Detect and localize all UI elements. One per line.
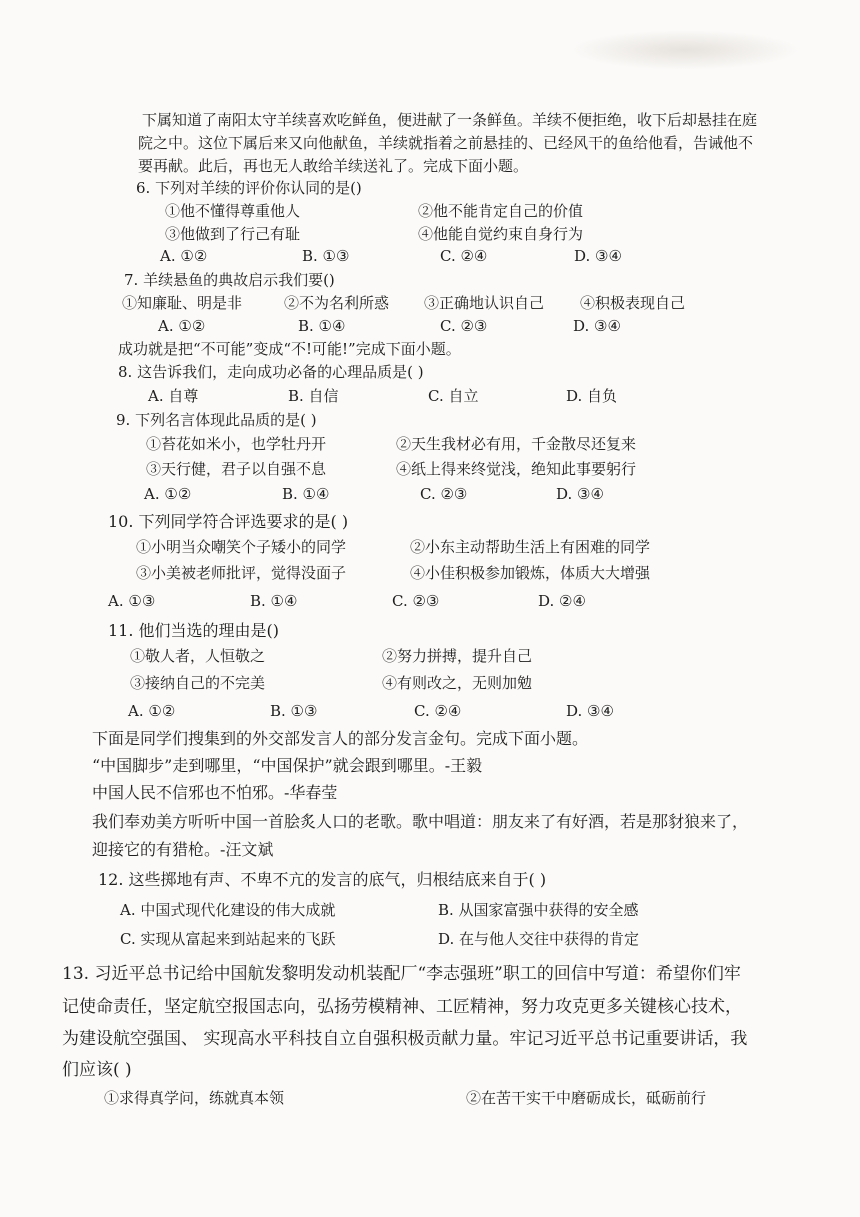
q13-line-2: 记使命责任，坚定航空报国志向，弘扬劳模精神、工匠精神，努力攻克更多关键核心技术， <box>62 997 742 1017</box>
q10-statement-3: ③小美被老师批评，觉得没面子 <box>136 564 347 582</box>
q7-statement-2: ②不为名利所惑 <box>284 294 390 312</box>
q9-option-a: A. ①② <box>144 485 192 503</box>
q12-stem: 12. 这些掷地有声、不卑不亢的发言的底气，归根结底来自于( ) <box>98 870 547 889</box>
q9-option-b: B. ①④ <box>282 485 330 503</box>
q10-option-c: C. ②③ <box>392 592 440 610</box>
q6-option-a: A. ①② <box>160 247 208 265</box>
q10-option-a: A. ①③ <box>108 592 156 610</box>
q10-statement-2: ②小东主动帮助生活上有困难的同学 <box>410 538 651 556</box>
q7-option-d: D. ③④ <box>573 317 621 335</box>
q7-option-b: B. ①④ <box>298 317 346 335</box>
q12-option-b: B. 从国家富强中获得的安全感 <box>438 901 639 919</box>
passage-3-line-4: 我们奉劝美方听听中国一首脍炙人口的老歌。歌中唱道：朋友来了有好酒，若是那豺狼来了， <box>92 812 749 831</box>
q6-statement-2: ②他不能肯定自己的价值 <box>418 202 584 220</box>
q11-stem: 11. 他们当选的理由是() <box>108 621 280 640</box>
intro-line-3: 要再献。此后，再也无人敢给羊续送礼了。完成下面小题。 <box>138 157 529 175</box>
passage-3-line-2: “中国脚步”走到哪里，“中国保护”就会跟到哪里。-王毅 <box>92 756 483 775</box>
q6-option-c: C. ②④ <box>440 247 488 265</box>
q12-option-d: D. 在与他人交往中获得的肯定 <box>438 930 640 948</box>
q11-option-d: D. ③④ <box>566 702 614 720</box>
q9-statement-3: ③天行健，君子以自强不息 <box>146 460 327 478</box>
q9-statement-2: ②天生我材必有用，千金散尽还复来 <box>396 435 637 453</box>
q10-stem: 10. 下列同学符合评选要求的是( ) <box>108 512 349 531</box>
q13-statement-1: ①求得真学问，练就真本领 <box>104 1089 285 1107</box>
q8-option-b: B. 自信 <box>288 387 339 405</box>
q10-option-d: D. ②④ <box>538 592 586 610</box>
q11-statement-2: ②努力拼搏，提升自己 <box>382 647 533 665</box>
q12-option-c: C. 实现从富起来到站起来的飞跃 <box>120 930 336 948</box>
q11-statement-4: ④有则改之，无则加勉 <box>382 674 533 692</box>
q8-option-a: A. 自尊 <box>148 387 199 405</box>
q11-option-c: C. ②④ <box>414 702 462 720</box>
q9-option-d: D. ③④ <box>556 485 604 503</box>
q9-option-c: C. ②③ <box>420 485 468 503</box>
q7-option-a: A. ①② <box>158 317 206 335</box>
q11-statement-3: ③接纳自己的不完美 <box>130 674 266 692</box>
q11-option-a: A. ①② <box>128 702 176 720</box>
q6-statement-3: ③他做到了行己有耻 <box>165 225 301 243</box>
q7-option-c: C. ②③ <box>440 317 488 335</box>
q13-line-3: 为建设航空强国、 实现高水平科技自立自强积极贡献力量。牢记习近平总书记重要讲话，我 <box>62 1029 748 1049</box>
passage-2: 成功就是把“不可能”变成“不!可能!”完成下面小题。 <box>118 340 461 358</box>
q10-statement-1: ①小明当众嘲笑个子矮小的同学 <box>136 538 347 556</box>
q6-option-b: B. ①③ <box>302 247 350 265</box>
intro-line-1: 下属知道了南阳太守羊续喜欢吃鲜鱼，便进献了一条鲜鱼。羊续不便拒绝，收下后却悬挂在庭 <box>142 111 758 129</box>
q9-statement-4: ④纸上得来终觉浅，绝知此事要躬行 <box>396 460 637 478</box>
scan-smudge <box>570 30 800 70</box>
q7-statement-1: ①知廉耻、明是非 <box>122 294 243 312</box>
q8-option-d: D. 自负 <box>566 387 618 405</box>
q8-option-c: C. 自立 <box>428 387 479 405</box>
q7-statement-3: ③正确地认识自己 <box>424 294 545 312</box>
q6-statement-1: ①他不懂得尊重他人 <box>165 202 301 220</box>
q7-statement-4: ④积极表现自己 <box>580 294 686 312</box>
q13-line-1: 13. 习近平总书记给中国航发黎明发动机装配厂“李志强班”职工的回信中写道：希望你们牢 <box>62 964 741 984</box>
q6-option-d: D. ③④ <box>574 247 622 265</box>
q6-stem: 6. 下列对羊续的评价你认同的是() <box>136 179 362 197</box>
q13-line-4: 们应该( ) <box>62 1060 132 1080</box>
passage-3-line-5: 迎接它的有猎枪。-汪文斌 <box>92 840 274 859</box>
q11-statement-1: ①敬人者，人恒敬之 <box>130 647 266 665</box>
q11-option-b: B. ①③ <box>270 702 318 720</box>
q9-stem: 9. 下列名言体现此品质的是( ) <box>116 411 317 429</box>
q10-option-b: B. ①④ <box>250 592 298 610</box>
passage-3-line-1: 下面是同学们搜集到的外交部发言人的部分发言金句。完成下面小题。 <box>92 729 589 748</box>
q7-stem: 7. 羊续悬鱼的典故启示我们要() <box>124 271 335 289</box>
q12-option-a: A. 中国式现代化建设的伟大成就 <box>120 901 336 919</box>
q6-statement-4: ④他能自觉约束自身行为 <box>418 225 584 243</box>
intro-line-2: 院之中。这位下属后来又向他献鱼，羊续就指着之前悬挂的、已经风干的鱼给他看，告诫他不 <box>138 134 754 152</box>
passage-3-line-3: 中国人民不信邪也不怕邪。-华春莹 <box>92 783 338 802</box>
q8-stem: 8. 这告诉我们，走向成功必备的心理品质是( ) <box>118 363 424 381</box>
q13-statement-2: ②在苦干实干中磨砺成长，砥砺前行 <box>466 1089 707 1107</box>
q10-statement-4: ④小佳积极参加锻炼，体质大大增强 <box>410 564 651 582</box>
q9-statement-1: ①苔花如米小，也学牡丹开 <box>146 435 327 453</box>
